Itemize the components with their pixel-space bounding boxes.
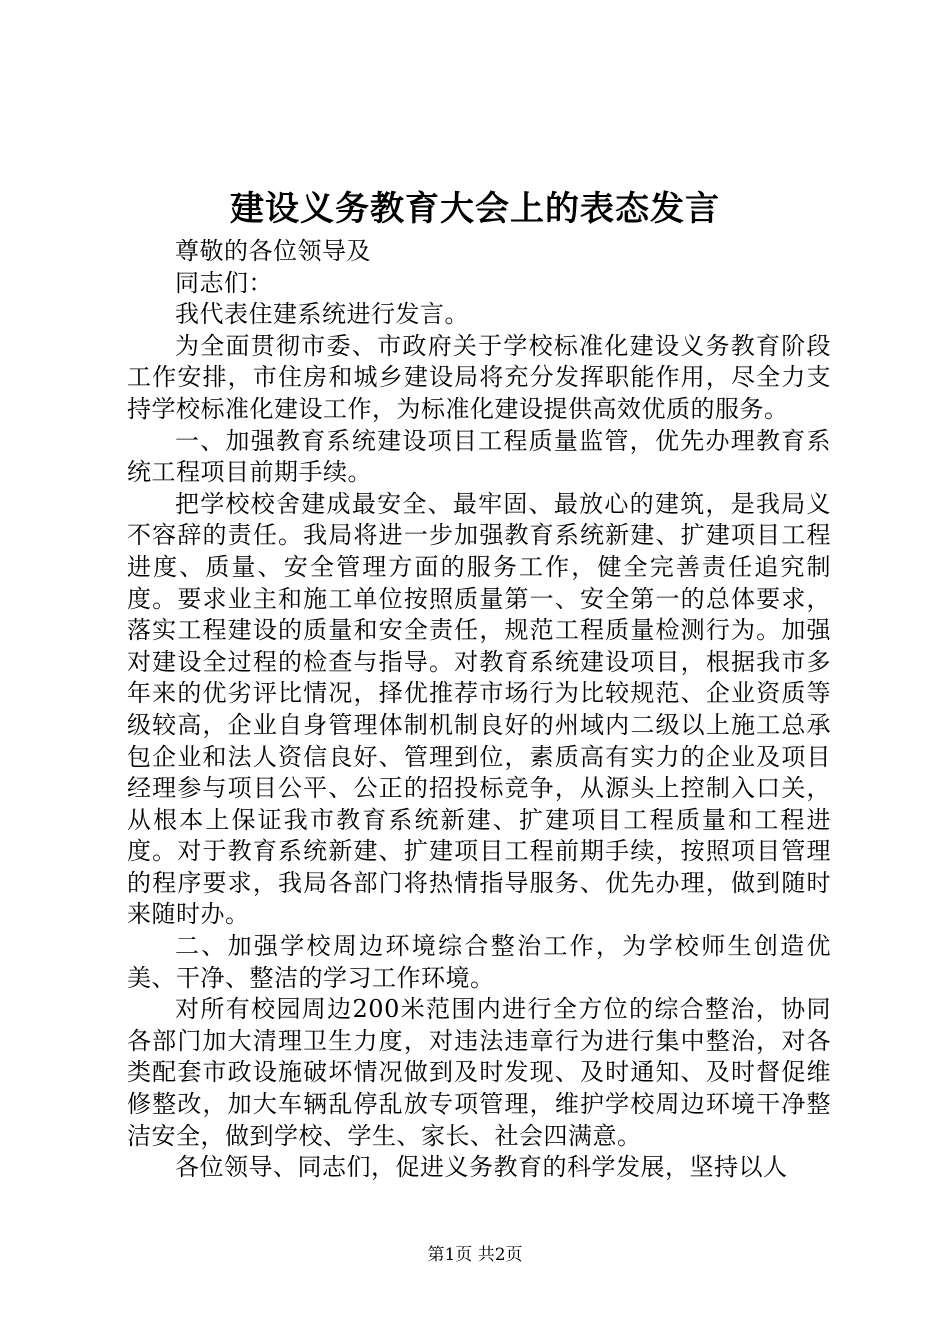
- section-heading-1: 一、加强教育系统建设项目工程质量监管，优先办理教育系统工程项目前期手续。: [127, 426, 831, 487]
- salutation-line-2: 同志们：: [175, 268, 273, 297]
- document-body: [127, 236, 831, 1184]
- section-heading-2: 二、加强学校周边环境综合整治工作，为学校师生创造优美、干净、整洁的学习工作环境。: [127, 932, 831, 992]
- body-paragraph: 各位领导、同志们，促进义务教育的科学发展，坚持以人: [175, 1153, 788, 1182]
- intro-paragraph: 我代表住建系统进行发言。: [175, 300, 469, 329]
- body-paragraph: 把学校校舍建成最安全、最牢固、最放心的建筑，是我局义不容辞的责任。我局将进一步加强教育系统新建、扩建项目工程进度、质量、安全管理方面的服务工作，健全完善责任追究制度。要求业主和施工单位按照质量第一、安全第一的总体要求，落实工程建设的质量和安全责任，规范工程质量检测行为。加强对建设全过程的检查与指导。对教育系统建设项目，根据我市多年来的优劣评比情况，择优推荐市场行为比较规范、企业资质等级较高，企业自身管理体制机制良好的州域内二级以上施工总承包企业和法人资信良好、管理到位，素质高有实力的企业及项目经理参与项目公平、公正的招投标竞争，从源头上控制入口关，从根本上保证我市教育系统新建、扩建项目工程质量和工程进度。对于教育系统新建、扩建项目工程前期手续，按照项目管理的程序要求，我局各部门将热情指导服务、优先办理，做到随时来随时办。: [127, 489, 831, 929]
- body-paragraph: 对所有校园周边200米范围内进行全方位的综合整治，协同各部门加大清理卫生力度，对违法违章行为进行集中整治，对各类配套市政设施破坏情况做到及时发现、及时通知、及时督促维修整改，加大车辆乱停乱放专项管理，维护学校周边环境干净整洁安全，做到学校、学生、家长、社会四满意。: [127, 995, 831, 1150]
- page-footer: 第1页 共2页: [427, 1245, 523, 1265]
- document-title: 建设义务教育大会上的表态发言: [230, 189, 720, 229]
- salutation-line-1: 尊敬的各位领导及: [175, 237, 371, 265]
- body-paragraph: 为全面贯彻市委、市政府关于学校标准化建设义务教育阶段工作安排，市住房和城乡建设局将充分发挥职能作用，尽全力支持学校标准化建设工作，为标准化建设提供高效优质的服务。: [127, 331, 831, 423]
